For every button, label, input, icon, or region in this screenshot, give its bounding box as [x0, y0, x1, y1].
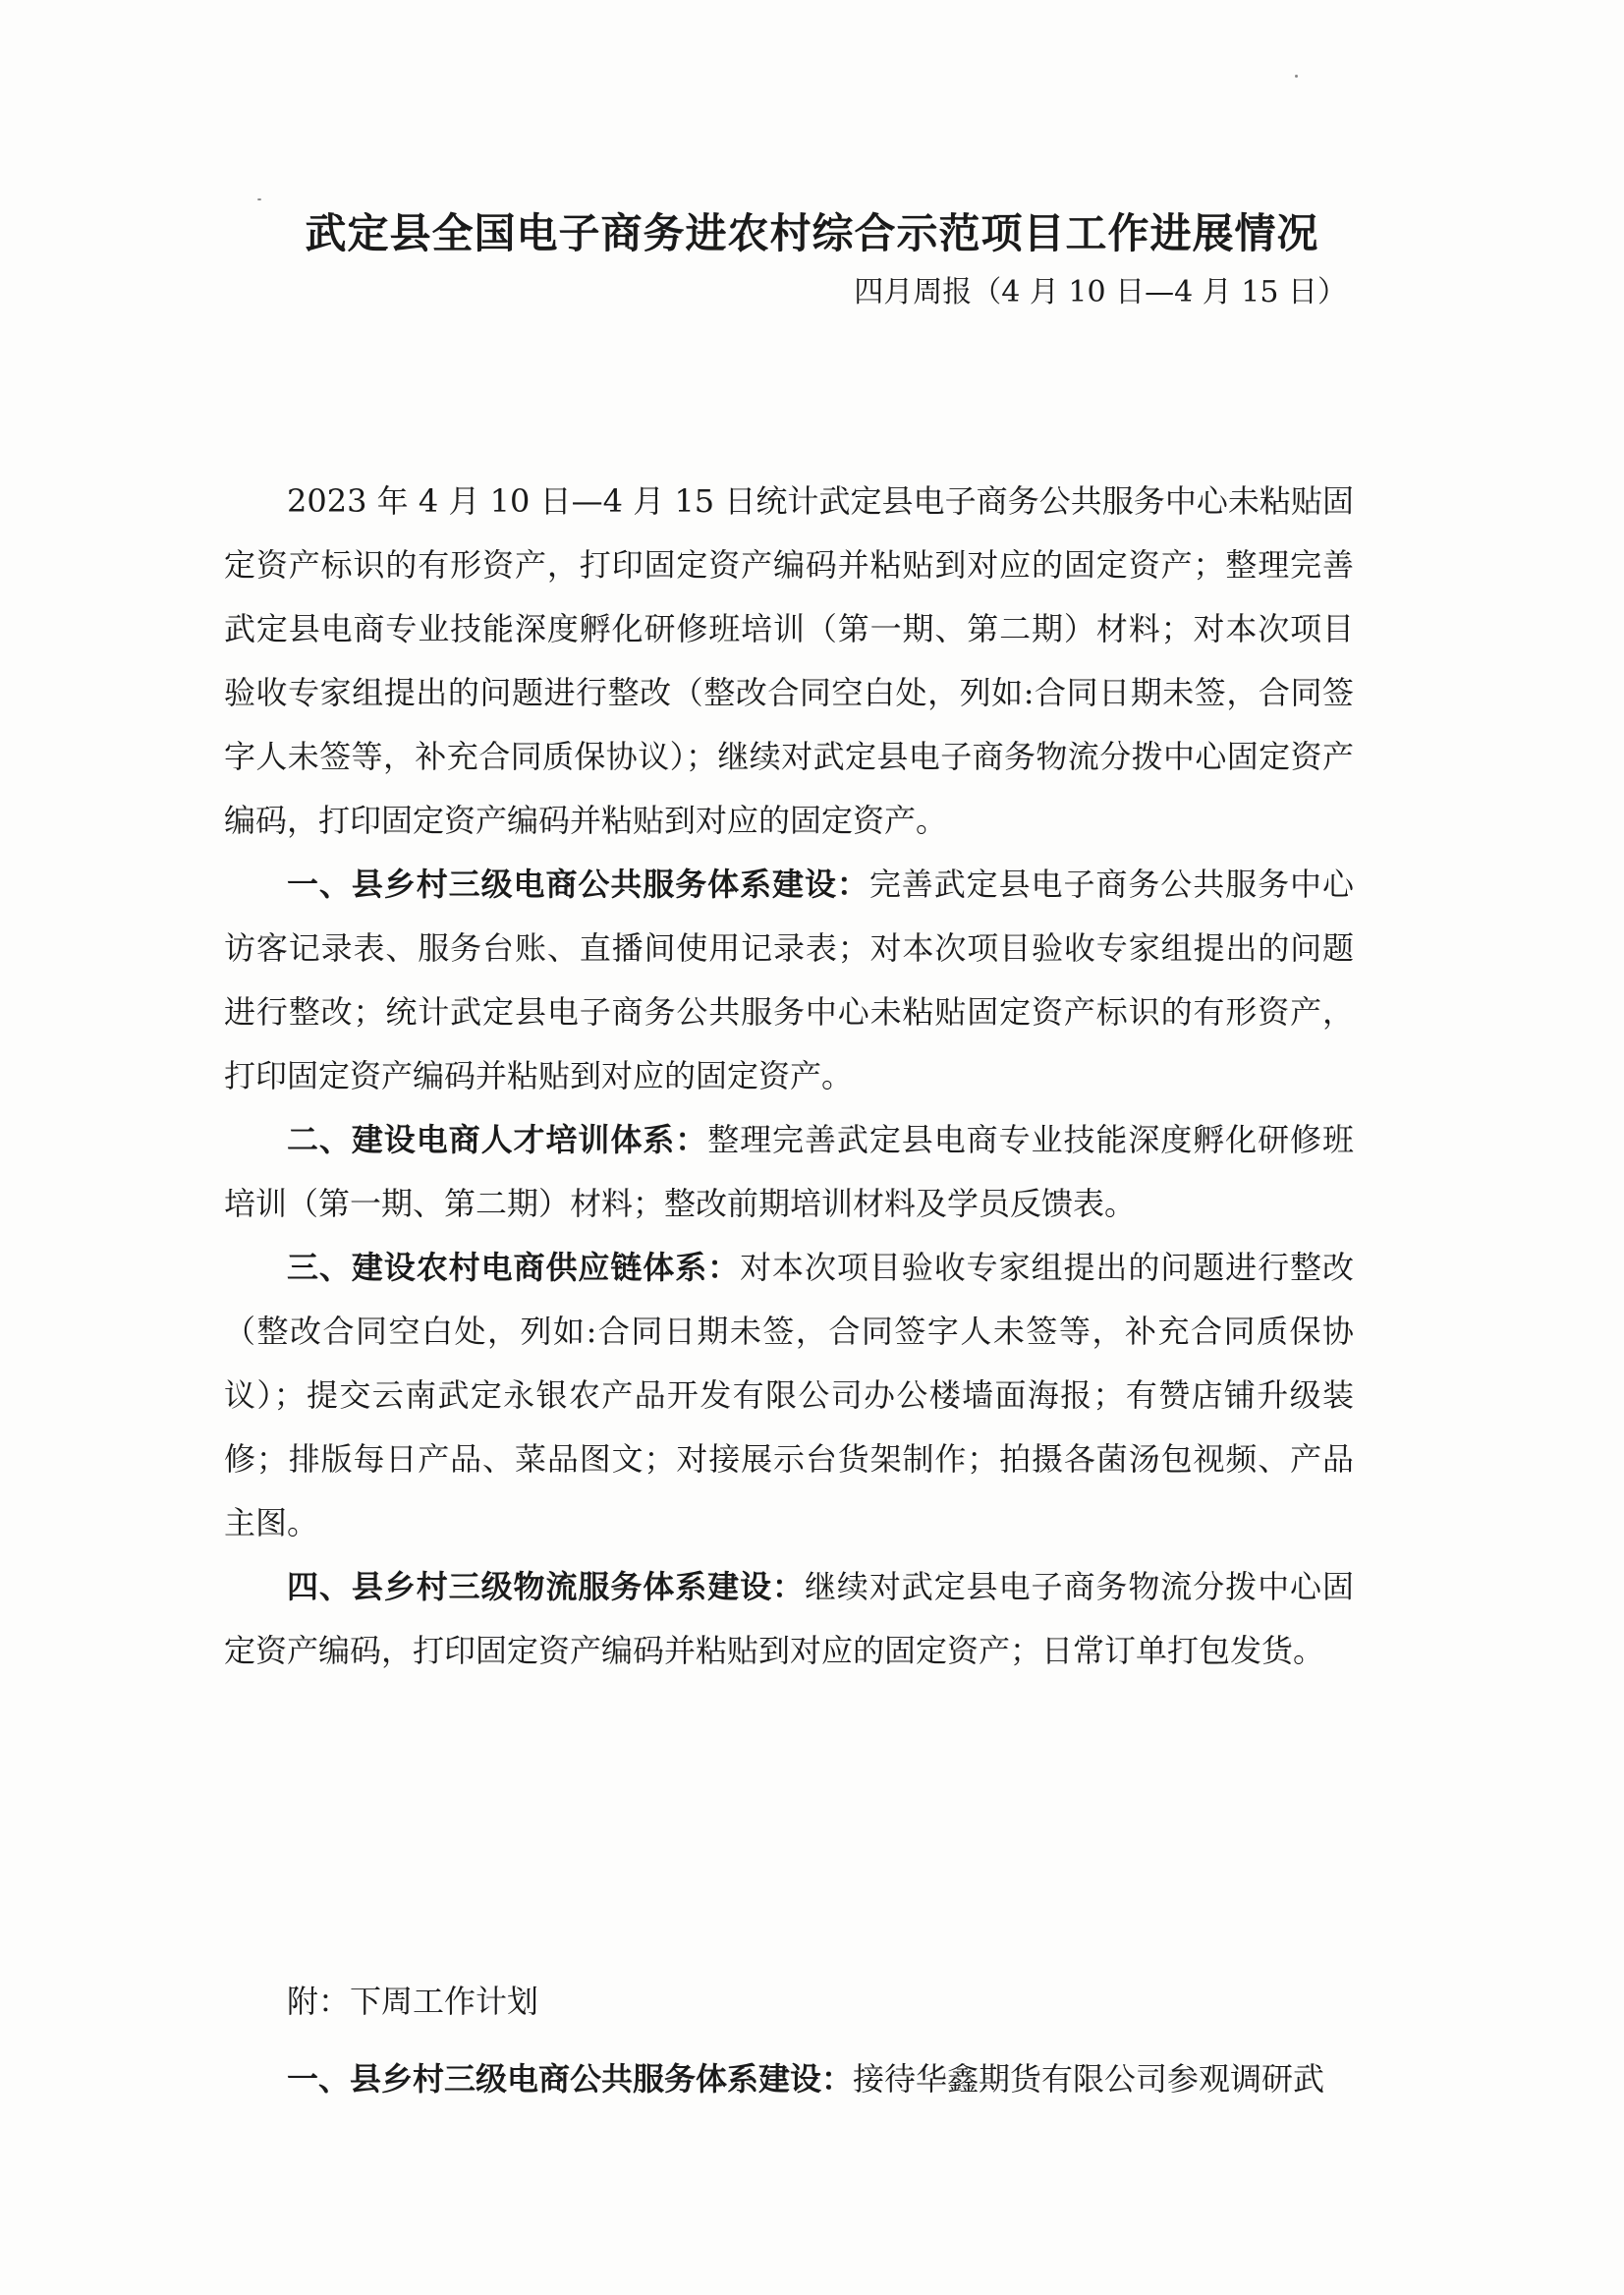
section-text-4: 继续对武定县电子商务物流分拨中心固定资产编码，打印固定资产编码并粘贴到对应的固定资产；日常订单打包发货。	[224, 1568, 1354, 1669]
appendix-block	[224, 1970, 1354, 2111]
section-text-3: 对本次项目验收专家组提出的问题进行整改（整改合同空白处，列如:合同日期未签，合同签字人未签等，补充合同质保协议）；提交云南武定永银农产品开发有限公司办公楼墙面海报；有赞店铺升级装修；排版每日产品、菜品图文；对接展示台货架制作；拍摄各菌汤包视频、产品主图。	[224, 1249, 1354, 1541]
section-paragraph-3	[224, 1236, 1354, 1555]
scan-speck	[257, 198, 261, 200]
section-paragraph-4	[224, 1555, 1354, 1683]
scan-speck	[1295, 75, 1298, 78]
appendix-text-1: 接待华鑫期货有限公司参观调研武	[853, 2060, 1325, 2098]
document-body	[224, 470, 1354, 1683]
document-title: 武定县全国电子商务进农村综合示范项目工作进展情况	[305, 209, 1319, 257]
section-paragraph-1	[224, 853, 1354, 1108]
appendix-paragraph-1	[224, 2047, 1354, 2111]
section-text-2: 整理完善武定县电商专业技能深度孵化研修班培训（第一期、第二期）材料；整改前期培训材料及学员反馈表。	[224, 1121, 1354, 1222]
section-heading-1: 一、县乡村三级电商公共服务体系建设：	[287, 866, 869, 903]
section-heading-3: 三、建设农村电商供应链体系：	[287, 1249, 741, 1286]
appendix-label: 附：下周工作计划	[287, 1983, 539, 2020]
section-text-1: 完善武定县电子商务公共服务中心访客记录表、服务台账、直播间使用记录表；对本次项目验收专家组提出的问题进行整改；统计武定县电子商务公共服务中心未粘贴固定资产标识的有形资产，打印固定资产编码并粘贴到对应的固定资产。	[224, 866, 1354, 1094]
section-heading-4: 四、县乡村三级物流服务体系建设：	[287, 1568, 805, 1605]
appendix-heading-1: 一、县乡村三级电商公共服务体系建设：	[287, 2060, 854, 2098]
section-paragraph-2	[224, 1108, 1354, 1236]
document-subtitle: 四月周报（4 月 10 日—4 月 15 日）	[854, 275, 1347, 309]
section-heading-2: 二、建设电商人才培训体系：	[287, 1121, 708, 1158]
intro-paragraph: 2023 年 4 月 10 日—4 月 15 日统计武定县电子商务公共服务中心未粘贴固定资产标识的有形资产，打印固定资产编码并粘贴到对应的固定资产；整理完善武定县电商专业技能深度孵化研修班培训（第一期、第二期）材料；对本次项目验收专家组提出的问题进行整改（整改合同空白处，列如:合同日期未签，合同签字人未签等，补充合同质保协议）；继续对武定县电子商务物流分拨中心固定资产编码，打印固定资产编码并粘贴到对应的固定资产。	[224, 482, 1354, 839]
